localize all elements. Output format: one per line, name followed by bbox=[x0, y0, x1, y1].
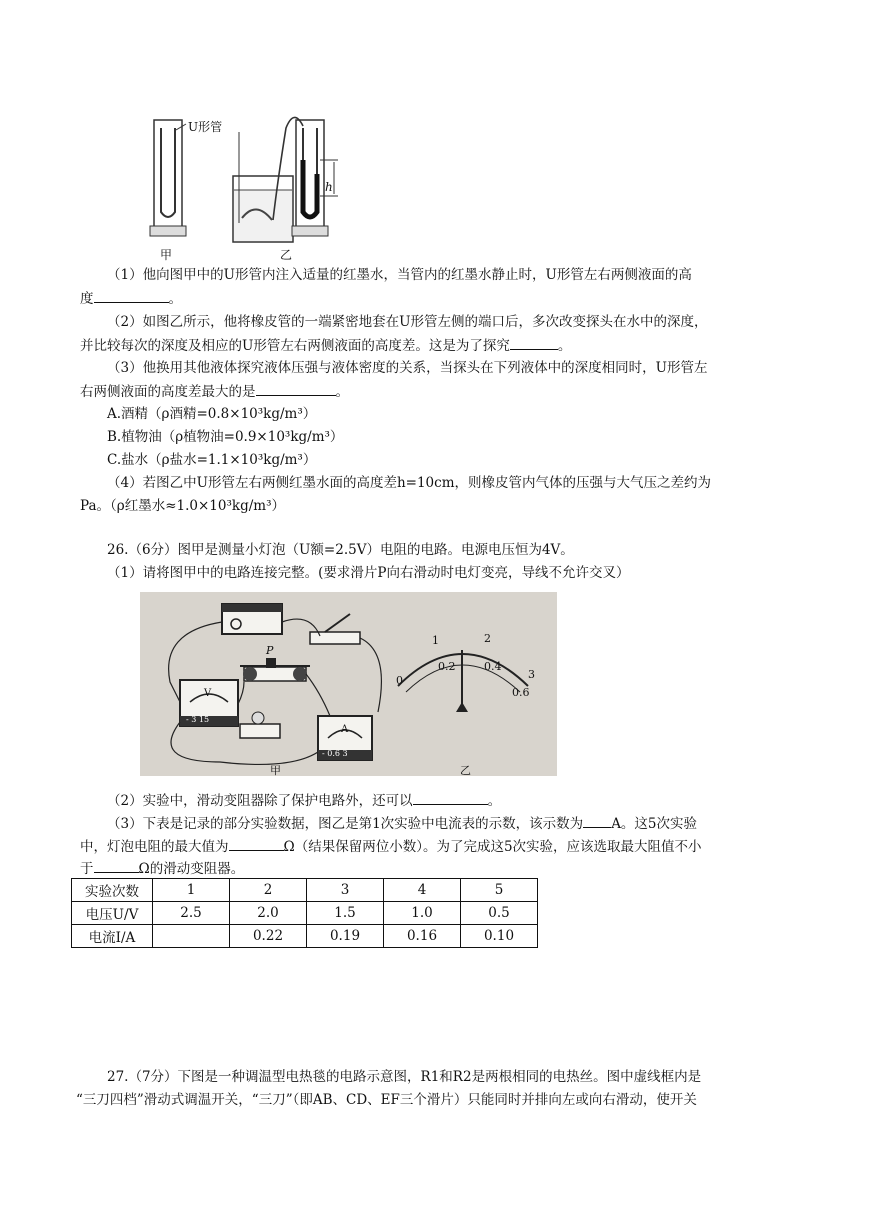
q27-line1: 27.（7分）下图是一种调温型电热毯的电路示意图，R1和R2是两根相同的电热丝。图中虚线框内是 bbox=[107, 1069, 702, 1085]
q25-p4-line1: （4）若图乙中U形管左右两侧红墨水面的高度差h=10cm，则橡皮管内气体的压强与大气压之差约为 bbox=[107, 475, 712, 491]
circuit-photo bbox=[140, 592, 557, 776]
q26-p2-text: （2）实验中，滑动变阻器除了保护电路外，还可以 bbox=[107, 793, 413, 809]
voltmeter-terminals: - 3 15 bbox=[186, 715, 210, 724]
q26-p2 bbox=[107, 791, 501, 810]
answer-blank[interactable] bbox=[256, 382, 336, 396]
q25-p1-line1: （1）他向图甲中的U形管内注入适量的红墨水，当管内的红墨水静止时，U形管左右两侧液面的高 bbox=[107, 267, 692, 283]
q25-p3-end: 。 bbox=[335, 384, 349, 400]
data-table bbox=[71, 878, 538, 948]
q25-option-a: A.酒精（ρ酒精=0.8×10³kg/m³） bbox=[107, 406, 317, 422]
q26-p3-text-b: A。这5次实验 bbox=[611, 816, 698, 832]
answer-blank[interactable] bbox=[583, 814, 611, 828]
answer-blank[interactable] bbox=[94, 289, 169, 303]
q25-option-c: C.盐水（ρ盐水=1.1×10³kg/m³） bbox=[107, 452, 317, 468]
q25-p2-text: 并比较每次的深度及相应的U形管左右两侧液面的高度差。这是为了探究 bbox=[80, 338, 510, 354]
q26-p3-text-e: 于 bbox=[80, 861, 94, 877]
q25-p1-line2 bbox=[80, 289, 182, 308]
table-row bbox=[72, 902, 538, 925]
q25-p2-end: 。 bbox=[557, 338, 572, 354]
q27-line2: “三刀四档”滑动式调温开关，“三刀”（即AB、CD、EF三个滑片）只能同时并排向左或向右滑动，使开关 bbox=[76, 1092, 697, 1108]
table-cell: 0.19 bbox=[307, 925, 384, 948]
caption-jia: 甲 bbox=[160, 248, 173, 262]
caption-yi: 乙 bbox=[280, 248, 293, 262]
answer-blank[interactable] bbox=[94, 859, 139, 873]
q26-p2-end: 。 bbox=[487, 793, 502, 809]
table-row bbox=[72, 925, 538, 948]
table-cell: 实验次数 bbox=[72, 879, 153, 902]
label-v: V bbox=[204, 688, 212, 699]
ammeter-terminals: - 0.6 3 bbox=[322, 749, 348, 758]
u-tube-label: U形管 bbox=[188, 120, 223, 134]
label-p: P bbox=[266, 644, 274, 657]
scale-label-02: 0.2 bbox=[438, 660, 456, 673]
q26-p3-text-d: Ω（结果保留两位小数）。为了完成这5次实验，应该选取最大阻值不小 bbox=[283, 839, 702, 855]
q25-p3-line2 bbox=[80, 382, 349, 401]
scale-label-2: 2 bbox=[484, 632, 491, 645]
q26-intro: 26.（6分）图甲是测量小灯泡（U额=2.5V）电阻的电路。电源电压恒为4V。 bbox=[107, 542, 574, 558]
q25-p4-line2: Pa。（ρ红墨水≈1.0×10³kg/m³） bbox=[80, 498, 285, 514]
scale-label-1: 1 bbox=[432, 634, 439, 647]
q26-p3-text-a: （3）下表是记录的部分实验数据，图乙是第1次实验中电流表的示数，该示数为 bbox=[107, 816, 584, 832]
table-cell: 0.5 bbox=[461, 902, 538, 925]
caption-jia: 甲 bbox=[270, 764, 281, 777]
label-a: A bbox=[341, 724, 349, 735]
answer-blank[interactable] bbox=[510, 336, 558, 350]
table-cell: 3 bbox=[307, 879, 384, 902]
table-cell: 1 bbox=[153, 879, 230, 902]
table-cell: 0.10 bbox=[461, 925, 538, 948]
q25-p2-line1: （2）如图乙所示，他将橡皮管的一端紧密地套在U形管左侧的端口后，多次改变探头在水中的深度， bbox=[107, 314, 708, 330]
scale-label-04: 0.4 bbox=[484, 660, 502, 673]
q25-p3-line1: （3）他换用其他液体探究液体压强与液体密度的关系，当探头在下列液体中的深度相同时，U形管左 bbox=[107, 360, 708, 376]
table-cell: 电流I/A bbox=[72, 925, 153, 948]
table-cell: 2.5 bbox=[153, 902, 230, 925]
label-h: h bbox=[325, 180, 333, 194]
q26-p3-line1 bbox=[107, 814, 697, 833]
caption-yi: 乙 bbox=[460, 764, 471, 777]
table-cell: 2.0 bbox=[230, 902, 307, 925]
q25-p3-text: 右两侧液面的高度差最大的是 bbox=[80, 384, 256, 400]
answer-blank[interactable] bbox=[413, 791, 488, 805]
table-cell: 0.16 bbox=[384, 925, 461, 948]
table-row bbox=[72, 879, 538, 902]
q26-p3-text-f: Ω的滑动变阻器。 bbox=[138, 861, 245, 877]
table-cell: 1.0 bbox=[384, 902, 461, 925]
table-cell: 电压U/V bbox=[72, 902, 153, 925]
table-cell: 0.22 bbox=[230, 925, 307, 948]
u-tube-figure bbox=[148, 108, 348, 262]
answer-blank[interactable] bbox=[229, 837, 284, 851]
table-cell: 5 bbox=[461, 879, 538, 902]
scale-label-3: 3 bbox=[528, 668, 535, 681]
q26-p3-text-c: 中，灯泡电阻的最大值为 bbox=[80, 839, 229, 855]
q25-option-b: B.植物油（ρ植物油=0.9×10³kg/m³） bbox=[107, 429, 344, 445]
table-cell: 2 bbox=[230, 879, 307, 902]
q26-p1: （1）请将图甲中的电路连接完整。(要求滑片P向右滑动时电灯变亮，导线不允许交叉） bbox=[107, 565, 630, 581]
circuit-drawing bbox=[140, 592, 557, 776]
table-cell[interactable] bbox=[153, 925, 230, 948]
q25-p2-line2 bbox=[80, 336, 571, 355]
scale-label-06: 0.6 bbox=[512, 686, 530, 699]
q26-p3-line3 bbox=[80, 859, 244, 878]
table-cell: 1.5 bbox=[307, 902, 384, 925]
q25-p1-end: 。 bbox=[168, 291, 182, 307]
q26-p3-line2 bbox=[80, 837, 702, 856]
scale-label-0: 0 bbox=[396, 674, 403, 687]
q25-p1-text: 度 bbox=[80, 291, 94, 307]
table-cell: 4 bbox=[384, 879, 461, 902]
